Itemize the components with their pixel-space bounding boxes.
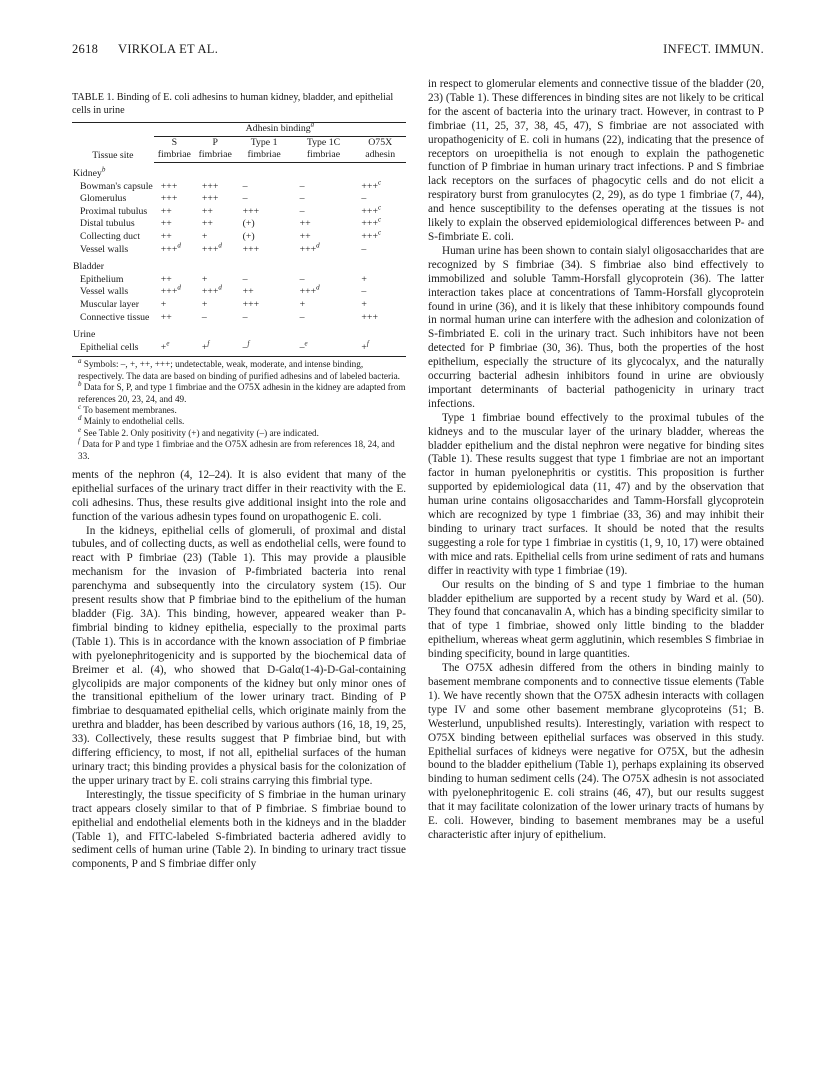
binding-value-cell: +: [160, 298, 167, 310]
col-header: Type 1C fimbriae: [293, 136, 355, 162]
binding-value-cell: +++: [242, 205, 260, 217]
binding-value-cell: +++: [361, 311, 378, 323]
table-row: [72, 274, 406, 287]
binding-value-cell: +: [361, 298, 367, 310]
binding-value-cell: +++$^d$: [201, 241, 222, 255]
table-row: [72, 342, 406, 357]
running-header: [72, 42, 764, 58]
binding-value-cell: +$^e$: [154, 342, 195, 357]
table-row: [72, 244, 406, 257]
col-tissue-site: Tissue site: [72, 123, 154, 163]
binding-value-cell: +$^f$: [354, 342, 406, 357]
binding-value-cell: +++: [242, 298, 260, 310]
binding-value-cell: +++$^c$: [361, 178, 382, 192]
binding-value-cell: +++: [160, 180, 178, 192]
binding-value-cell: +++$^d$: [201, 284, 222, 298]
group-label: Bladder: [73, 261, 105, 273]
binding-value-cell: +++: [160, 193, 178, 205]
binding-value-cell: ++: [201, 205, 213, 217]
binding-value-cell: +++$^c$: [361, 203, 382, 217]
body-paragraph: Interestingly, the tissue specificity of S fimbriae in the human urinary tract appears closely similar to that of P fimbriae. S fimbriae bound to epithelial and endothelial elements both in the kidneys and in the bladder (Table 1), and FITC-labeled S-fimbriated bacteria adhered avidly to sediment cells of human urine (Table 2). In binding to urinary tract tissue components, P and S fimbriae differ only: [72, 788, 406, 871]
left-column: [72, 92, 406, 872]
binding-value-cell: +++$^c$: [361, 228, 382, 242]
running-authors: VIRKOLA ET AL.: [118, 42, 219, 56]
body-paragraph: Human urine has been shown to contain sialyl oligosaccharides that are recognized by S fimbriae (34). S fimbriae also bind effectively to immobilized and soluble Tamm-Horsfall glycoprotein (36). The latter interaction takes place at concentrations of Tamm-Horsfall glycoprotein found in urine (36), and it is likely that these inhibitory compounds found in normal human urine can interfere with the adhesion and colonization of S-fimbriated E. coli in the urinary tract. Such inhibitors have not been detected for P fimbriae (30, 36). Thus, both the properties of the host epithelium, especially the structure of its glycocalyx, and the naturally occurring bacterial adhesin inhibitors found in urine are obviously important determinants of bacterial pathogenicity in urinary tract infections.: [428, 244, 764, 410]
body-paragraph: Our results on the binding of S and type 1 fimbriae to the human bladder epithelium are supported by a recent study by Ward et al. (50). They found that concanavalin A, which has a binding specificity similar to that of type 1 fimbriae, showed only little binding to the bladder epithelium, whereas wheat germ agglutinin, which resembles S fimbriae in binding specificity, bound in large quantities.: [428, 578, 764, 661]
table-row: [72, 299, 406, 312]
binding-value-cell: ++: [160, 218, 172, 230]
binding-value-cell: –: [299, 273, 305, 285]
table-group-row: [72, 162, 406, 180]
body-paragraph: The O75X adhesin differed from the others in binding mainly to basement membrane components and to connective tissue elements (Table 1). We have recently shown that the O75X adhesin interacts with collagen type IV and some other basement membrane glycoproteins (51; B. Westerlund, unpublished results). Interestingly, variation with respect to O75X binding between epithelial surfaces was observed in this study. Epithelial surfaces of kidneys were negative for O75X, but the adhesin bound to the bladder epithelium (Table 1), perhaps explaining its observed binding to human sediment cells (24). The O75X adhesin is not associated with pyelonephritogenic E. coli strains (46, 47), but our results suggest that it may facilitate colonization of the lower urinary tracts of humans by E. coli. However, binding to basement membranes may be a useful characteristic after injury of epithelium.: [428, 662, 764, 841]
table-row: [72, 286, 406, 299]
col-adhesin-binding: Adhesin binding$^a$: [154, 123, 406, 137]
footnote: $^e$ See Table 2. Only positivity (+) and negativity (–) are indicated.: [78, 425, 319, 438]
tissue-site-cell: Glomerulus: [80, 193, 127, 205]
binding-value-cell: +++$^d$: [299, 284, 320, 298]
binding-value-cell: +++$^d$: [160, 241, 181, 255]
binding-value-cell: (+): [242, 230, 255, 242]
body-paragraph: Type 1 fimbriae bound effectively to the proximal tubules of the kidneys and to the muscular layer of the urinary bladder, whereas the bladder epithelium and the distal nephron were negative for binding sites (Table 1). These results suggest that type 1 fimbriae are not an important factor in human pyelonephritis or cystitis. This proposition is further supported by epidemiological data (11, 47) and by the observation that human urine contains oligosaccharides and Tamm-Horsfall glycoprotein which are recognized by type 1 fimbriae (33, 36) and may inhibit their binding to urinary tract surfaces. It should be noted that the results suggesting a role for type 1 fimbriae in cystitis (1, 9, 10, 17) were obtained with mice and rats. Epithelial cells from urine sediment of rats and humans differ in reactivity with type 1 fimbriae (19).: [428, 411, 764, 577]
table-group-row: [72, 324, 406, 342]
binding-value-cell: –: [361, 286, 367, 298]
group-label: Urine: [73, 329, 96, 341]
table-row: [72, 231, 406, 244]
footnote: $^d$ Mainly to endothelial cells.: [78, 414, 185, 427]
binding-value-cell: ++: [160, 273, 172, 285]
binding-value-cell: +: [361, 273, 367, 285]
table-caption: TABLE 1. Binding of E. coli adhesins to human kidney, bladder, and epithelial cells in urine: [72, 92, 394, 116]
binding-value-cell: ++: [242, 286, 254, 298]
binding-value-cell: +: [299, 298, 306, 310]
table-group-row: [72, 256, 406, 274]
binding-value-cell: +++: [201, 180, 219, 192]
binding-value-cell: –$^e$: [293, 342, 355, 357]
binding-value-cell: +$^f$: [195, 342, 236, 357]
tissue-site-cell: Vessel walls: [80, 286, 129, 298]
body-paragraph: in respect to glomerular elements and connective tissue of the bladder (20, 23) (Table 1). These differences in binding sites are not likely to be critical for the ascent of bacteria into the urinary tract. However, in contrast to P fimbriae (11, 25, 37, 38, 45, 47), S fimbriae are not associated with uropathogenicity of E. coli in humans (22), indicating that the presence of receptors on uroepithelia is not enough to explain the pathogenetic function of P fimbriae in human urinary tract infections. P and S fimbriae lack receptors on the surfaces of phagocytic cells and do not elicit a respiratory burst from granulocytes (2, 29), as do type 1 fimbriae (7, 44), and hence susceptibility to the defenses operating at the tissues is not likely to explain the observed epidemiological differences between P- and S-fimbriate E. coli.: [428, 78, 764, 243]
binding-value-cell: +++$^d$: [160, 284, 181, 298]
tissue-site-cell: Proximal tubulus: [80, 205, 148, 217]
binding-value-cell: –: [361, 193, 367, 205]
tissue-site-cell: Muscular layer: [80, 298, 140, 310]
tissue-site-cell: Epithelium: [80, 273, 124, 285]
body-paragraph: In the kidneys, epithelial cells of glomeruli, of proximal and distal tubules, and of collecting ducts, as well as endothelial cells, were found to react with P fimbriae (23) (Table 1). This may provide a plausible mechanism for the invasion of P-fimbriated bacteria into renal parenchyma and subsequently into the circulatory system (15). Our present results show that P fimbriae bind to the epithelium of the human bladder (Fig. 3A). This binding, however, appeared weaker than P-fimbrial binding to kidney epithelia, especially to the proximal parts (Table 1). This is in accordance with the known association of P fimbriae with pyelonephritogenicity and is supported by the biochemical data of Breimer et al. (4), who showed that D-Galα(1-4)-D-Gal-containing glycolipids are major components of the kidney but only minor ones of the transitional epithelium of the lower urinary tract. Binding of P fimbriae to desquamated epithelial cells, which originate mainly from the urethra and bladder, has been described by various authors (16, 18, 19, 25, 33). Collectively, these results suggest that P fimbriae bind, but with differing efficiency, to most, if not all, epithelial surfaces of the human urinary tract; this binding provides a physical basis for the colonization of the upper urinary tract by E. coli strains carrying this fimbrial type.: [72, 524, 406, 787]
table-row: [72, 206, 406, 219]
binding-value-cell: –$^f$: [236, 342, 293, 357]
right-column: [428, 78, 764, 843]
table-footnotes: [72, 359, 406, 462]
footnote: $^b$ Data for S, P, and type 1 fimbriae and the O75X adhesin in the kidney are adapted from references 20, 23, 24, and 49.: [78, 380, 406, 404]
binding-table: [72, 122, 406, 357]
binding-value-cell: ++: [160, 205, 172, 217]
binding-value-cell: +++$^d$: [299, 241, 320, 255]
tissue-site-cell: Collecting duct: [80, 230, 141, 242]
table-row: [72, 193, 406, 206]
binding-value-cell: +: [201, 298, 208, 310]
binding-value-cell: ++: [299, 230, 311, 242]
page-number: 2618: [72, 42, 99, 56]
table-row: [72, 312, 406, 325]
body-paragraph: ments of the nephron (4, 12–24). It is also evident that many of the epithelial surfaces of the urinary tract differ in their reactivity with the E. coli adhesins. Thus, these results give additional insight into the role and function of the various adhesin types found on uropathogenic E. coli.: [72, 468, 406, 523]
tissue-site-cell: Distal tubulus: [80, 218, 135, 230]
col-header: O75X adhesin: [354, 136, 406, 162]
col-header: S fimbriae: [154, 136, 195, 162]
col-header: P fimbriae: [195, 136, 236, 162]
binding-value-cell: +: [201, 230, 208, 242]
tissue-site-cell: Epithelial cells: [72, 342, 154, 357]
table-row: [72, 218, 406, 231]
binding-value-cell: –: [242, 180, 248, 192]
footnote: $^f$ Data for P and type 1 fimbriae and the O75X adhesin are from references 18, 24, and 33.: [78, 437, 395, 461]
table-row: [72, 181, 406, 194]
binding-value-cell: ++: [160, 311, 172, 323]
binding-value-cell: –: [299, 311, 305, 323]
binding-value-cell: –: [299, 193, 305, 205]
binding-value-cell: +++: [201, 193, 219, 205]
col-header: Type 1 fimbriae: [236, 136, 293, 162]
binding-value-cell: –: [299, 205, 305, 217]
group-label: Kidney$^b$: [73, 165, 106, 179]
binding-value-cell: +++$^c$: [361, 216, 382, 230]
binding-value-cell: –: [242, 273, 248, 285]
binding-value-cell: –: [201, 311, 207, 323]
binding-value-cell: +++: [242, 243, 260, 255]
binding-value-cell: ++: [160, 230, 172, 242]
footnote: $^c$ To basement membranes.: [78, 402, 177, 415]
binding-value-cell: –: [242, 311, 248, 323]
binding-value-cell: +: [201, 273, 208, 285]
tissue-site-cell: Bowman's capsule: [80, 180, 153, 192]
binding-value-cell: –: [361, 243, 367, 255]
tissue-site-cell: Vessel walls: [80, 243, 129, 255]
footnote: $^a$ Symbols: –, +, ++, +++; undetectable, weak, moderate, and intense binding, respectively. The data are based on binding of purified adhesins and of labeled bacteria.: [78, 357, 400, 381]
binding-value-cell: –: [299, 180, 305, 192]
binding-value-cell: (+): [242, 218, 255, 230]
binding-value-cell: –: [242, 193, 248, 205]
binding-value-cell: ++: [201, 218, 213, 230]
tissue-site-cell: Connective tissue: [80, 311, 150, 323]
journal-abbrev: INFECT. IMMUN.: [663, 42, 764, 56]
binding-value-cell: ++: [299, 218, 311, 230]
